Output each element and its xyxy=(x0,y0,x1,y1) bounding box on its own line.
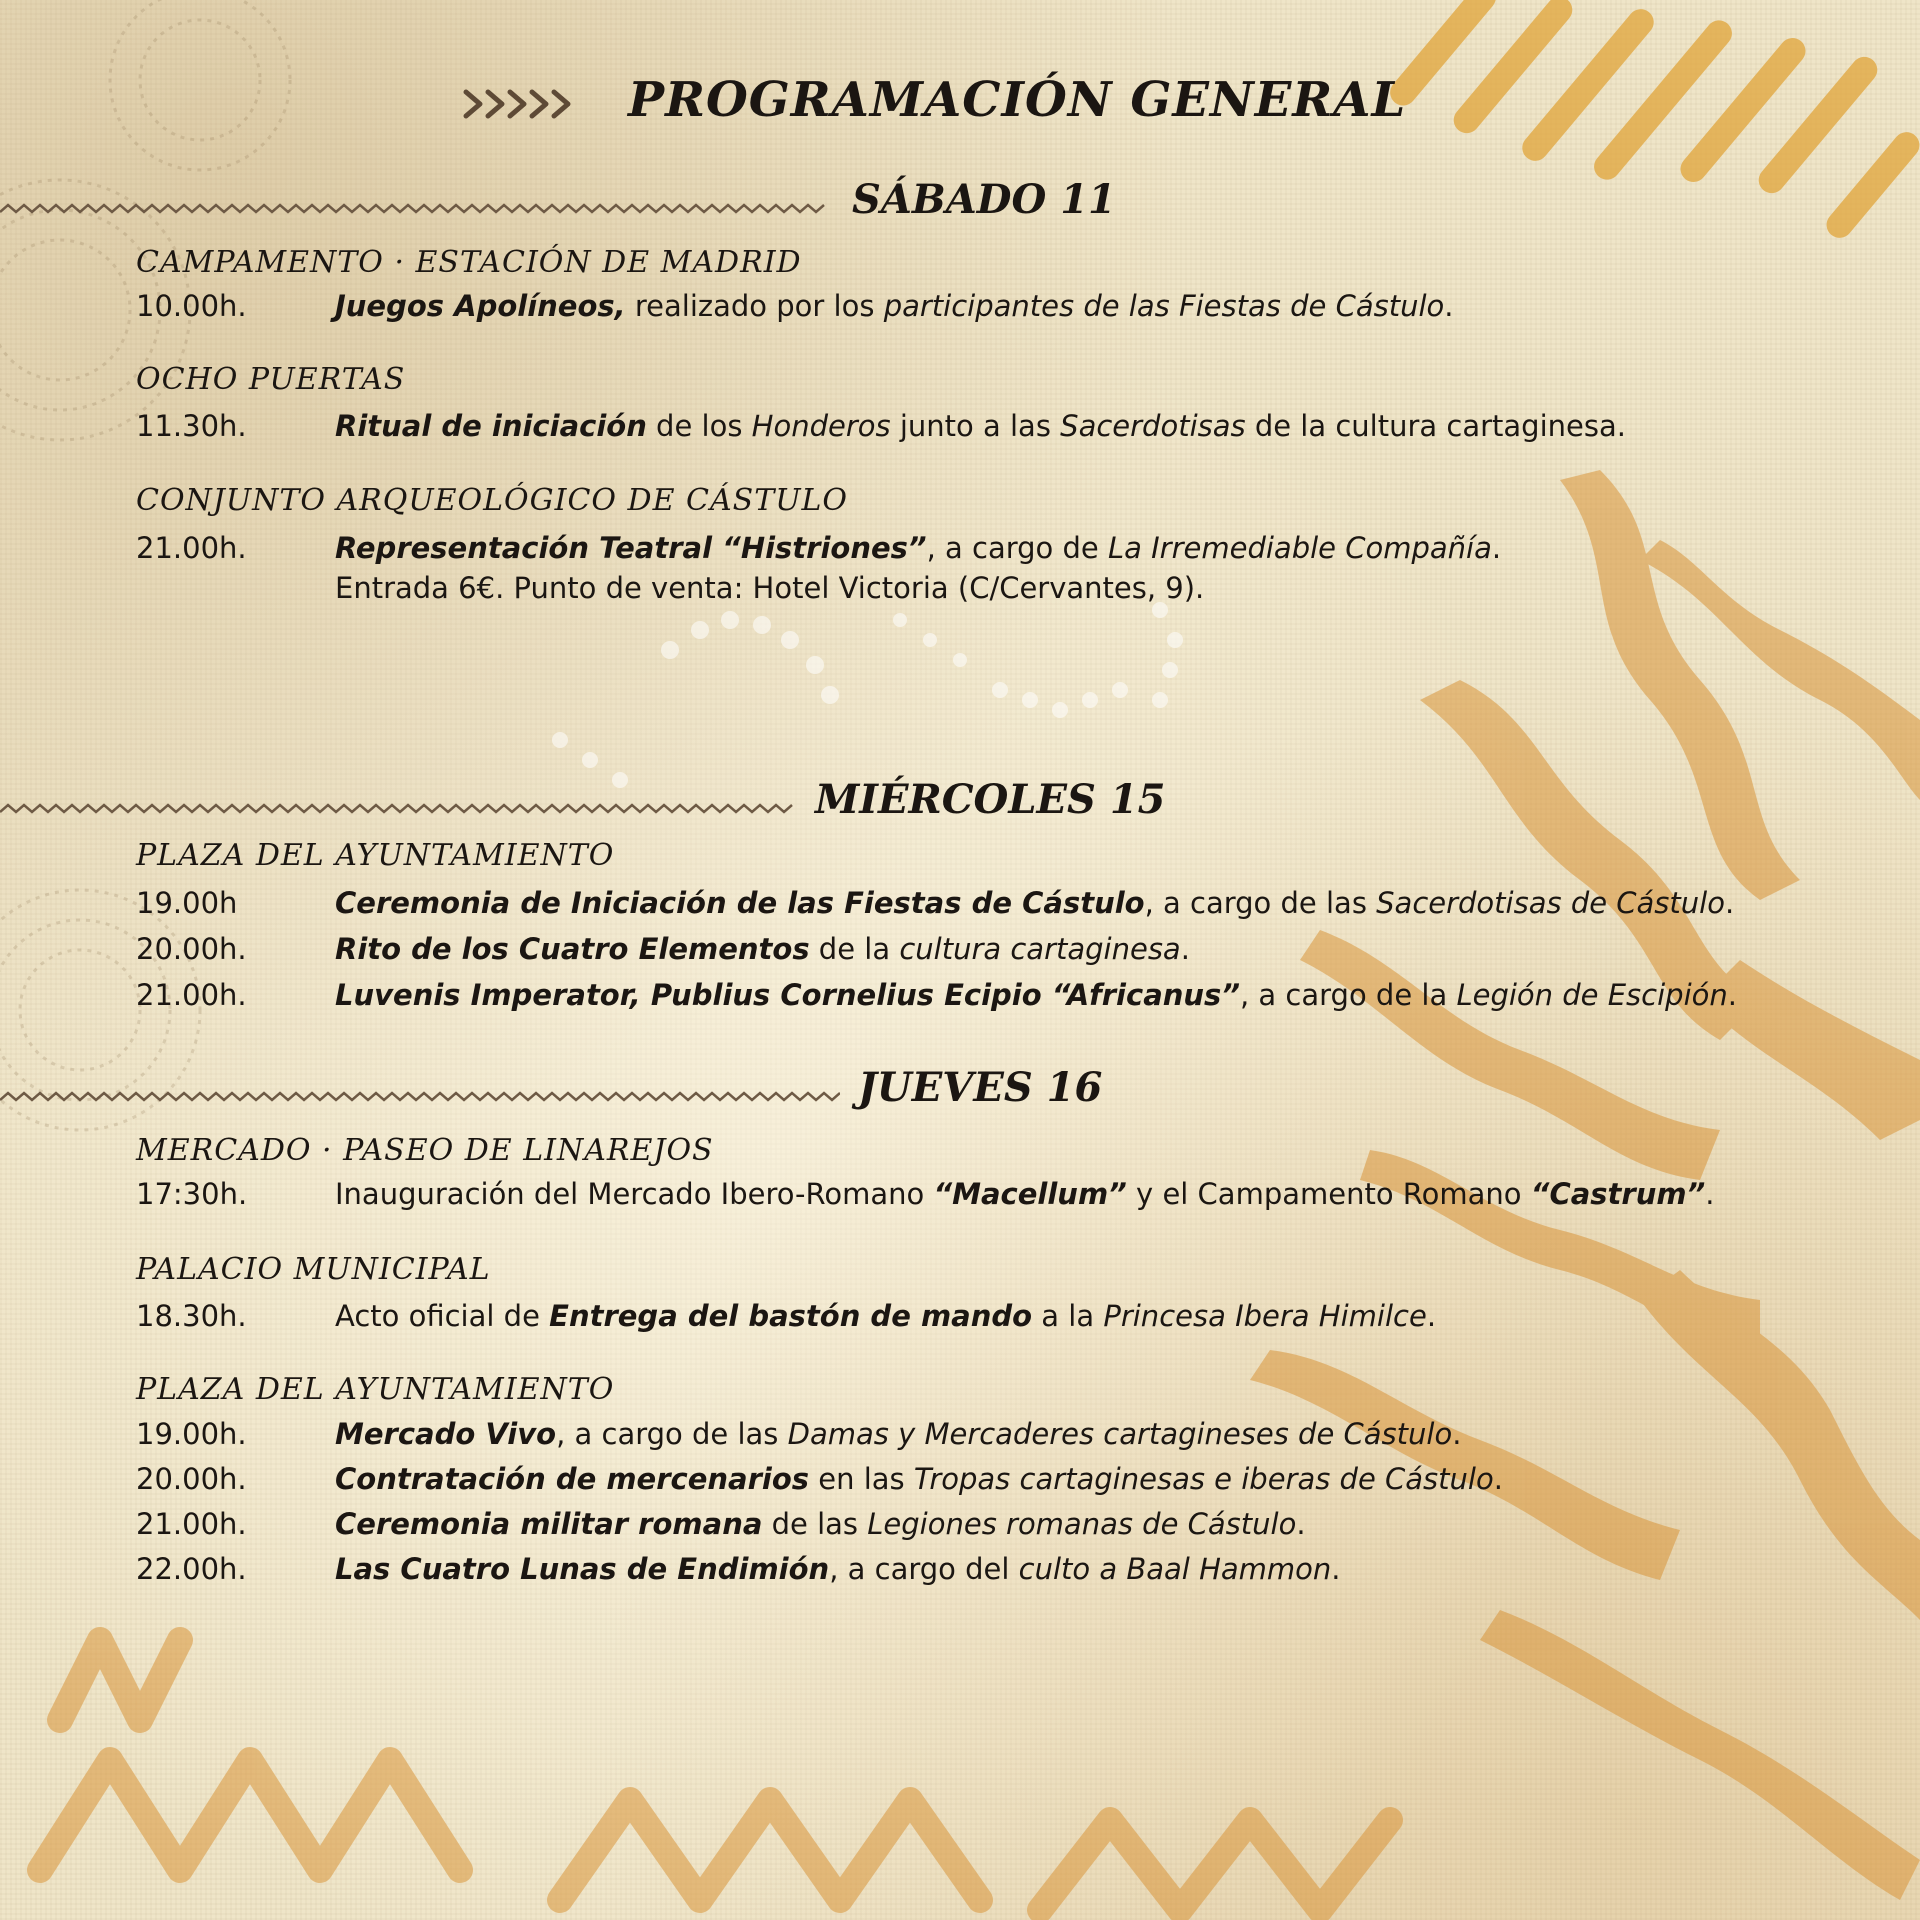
venue-name: CONJUNTO ARQUEOLÓGICO DE CÁSTULO xyxy=(136,483,849,518)
event-time: 11.30h. xyxy=(136,409,247,443)
event-description xyxy=(335,929,1190,969)
event-highlight: Las Cuatro Lunas de Endimión xyxy=(335,1552,830,1586)
title-arrows-icon xyxy=(462,84,592,124)
event-italic-text: Tropas cartaginesas e iberas de Cástulo xyxy=(913,1462,1494,1496)
event-text: de los xyxy=(646,409,752,443)
venue-name: PLAZA DEL AYUNTAMIENTO xyxy=(136,838,615,873)
event-highlight: “Castrum” xyxy=(1530,1177,1706,1211)
event-italic-text: Sacerdotisas de Cástulo xyxy=(1376,886,1725,920)
event-text: , a cargo de la xyxy=(1240,978,1457,1012)
event-row xyxy=(136,1296,1816,1336)
event-row xyxy=(136,568,1816,608)
event-text: . xyxy=(1331,1552,1341,1586)
event-time: 21.00h. xyxy=(136,1507,247,1541)
event-text: y el Campamento Romano xyxy=(1126,1177,1531,1211)
event-description xyxy=(335,1549,1341,1589)
day-header xyxy=(0,776,1920,836)
event-row xyxy=(136,1549,1816,1589)
venue-name: MERCADO · PASEO DE LINAREJOS xyxy=(136,1133,714,1168)
event-italic-text: Legiones romanas de Cástulo xyxy=(867,1507,1297,1541)
event-row xyxy=(136,1504,1816,1544)
event-text: , a cargo de xyxy=(926,531,1108,565)
event-time: 20.00h. xyxy=(136,1462,247,1496)
venue-name: PLAZA DEL AYUNTAMIENTO xyxy=(136,1372,615,1407)
event-text: Entrada 6€. Punto de venta: Hotel Victoria (C/Cervantes, 9). xyxy=(335,571,1205,605)
day-title: MIÉRCOLES 15 xyxy=(815,776,1166,823)
event-text: a la xyxy=(1032,1299,1104,1333)
day-header xyxy=(0,176,1920,236)
event-text: . xyxy=(1724,886,1735,920)
event-row xyxy=(136,975,1816,1015)
zigzag-divider xyxy=(0,802,795,816)
event-row xyxy=(136,1459,1816,1499)
venue-name: OCHO PUERTAS xyxy=(136,362,406,397)
event-row xyxy=(136,286,1816,326)
event-time: 22.00h. xyxy=(136,1552,247,1586)
event-highlight: Luvenis Imperator, Publius Cornelius Ecipio “Africanus” xyxy=(335,978,1240,1012)
event-text: , a cargo de las xyxy=(556,1417,788,1451)
event-text: . xyxy=(1493,1462,1503,1496)
event-italic-text: Legión de Escipión xyxy=(1456,978,1728,1012)
venue-name: CAMPAMENTO · ESTACIÓN DE MADRID xyxy=(136,245,802,280)
day-title: SÁBADO 11 xyxy=(852,176,1116,223)
event-text: de la cultura cartaginesa. xyxy=(1245,409,1626,443)
event-italic-text: Honderos xyxy=(751,409,891,443)
day-header xyxy=(0,1064,1920,1124)
event-highlight: Mercado Vivo xyxy=(335,1417,557,1451)
event-highlight: Entrega del bastón de mando xyxy=(549,1299,1033,1333)
day-title: JUEVES 16 xyxy=(858,1064,1103,1111)
event-row xyxy=(136,883,1816,923)
event-time: 18.30h. xyxy=(136,1299,247,1333)
event-description xyxy=(335,1459,1503,1499)
event-highlight: Ceremonia de Iniciación de las Fiestas de Cástulo xyxy=(335,886,1145,920)
event-description xyxy=(335,975,1737,1015)
event-highlight: Juegos Apolíneos, xyxy=(335,289,626,323)
zigzag-divider xyxy=(0,202,830,216)
event-time: 19.00h xyxy=(136,886,238,920)
event-text: , a cargo del xyxy=(829,1552,1019,1586)
event-text: de la xyxy=(809,932,900,966)
event-text: de las xyxy=(762,1507,868,1541)
event-italic-text: Princesa Ibera Himilce xyxy=(1103,1299,1427,1333)
event-time: 20.00h. xyxy=(136,932,247,966)
page-title: PROGRAMACIÓN GENERAL xyxy=(628,72,1407,128)
event-italic-text: participantes de las Fiestas de Cástulo xyxy=(883,289,1445,323)
event-italic-text: Damas y Mercaderes cartagineses de Cástulo xyxy=(787,1417,1453,1451)
event-highlight: Rito de los Cuatro Elementos xyxy=(335,932,810,966)
event-time: 17:30h. xyxy=(136,1177,248,1211)
event-text: . xyxy=(1705,1177,1715,1211)
event-row xyxy=(136,1414,1816,1454)
event-description xyxy=(335,406,1626,446)
zigzag-divider xyxy=(0,1090,840,1104)
event-italic-text: cultura cartaginesa xyxy=(899,932,1181,966)
event-italic-text: culto a Baal Hammon xyxy=(1018,1552,1332,1586)
event-row xyxy=(136,1174,1816,1214)
event-description xyxy=(335,1174,1714,1214)
event-highlight: “Macellum” xyxy=(933,1177,1127,1211)
event-highlight: Representación Teatral “Histriones” xyxy=(335,531,927,565)
event-description xyxy=(335,528,1501,568)
event-italic-text: Sacerdotisas xyxy=(1060,409,1246,443)
event-time: 10.00h. xyxy=(136,289,247,323)
event-row xyxy=(136,528,1816,568)
event-highlight: Contratación de mercenarios xyxy=(335,1462,810,1496)
event-text: . xyxy=(1296,1507,1306,1541)
event-description xyxy=(335,1414,1461,1454)
event-text: , a cargo de las xyxy=(1144,886,1377,920)
event-text: . xyxy=(1426,1299,1437,1333)
event-time: 21.00h. xyxy=(136,531,247,565)
event-text: realizado por los xyxy=(625,289,884,323)
event-time: 19.00h. xyxy=(136,1417,247,1451)
event-description xyxy=(335,1296,1436,1336)
event-text: Inauguración del Mercado Ibero-Romano xyxy=(335,1177,934,1211)
venue-name: PALACIO MUNICIPAL xyxy=(136,1252,491,1287)
event-text: . xyxy=(1444,289,1454,323)
event-text: Acto oficial de xyxy=(335,1299,550,1333)
event-text: . xyxy=(1180,932,1190,966)
event-text: . xyxy=(1491,531,1502,565)
event-row xyxy=(136,406,1816,446)
event-text: junto a las xyxy=(890,409,1061,443)
event-row xyxy=(136,929,1816,969)
event-highlight: Ritual de iniciación xyxy=(335,409,647,443)
event-highlight: Ceremonia militar romana xyxy=(335,1507,763,1541)
event-description xyxy=(335,883,1734,923)
event-description xyxy=(335,1504,1306,1544)
event-text: . xyxy=(1452,1417,1462,1451)
event-time: 21.00h. xyxy=(136,978,247,1012)
event-italic-text: La Irremediable Compañía xyxy=(1107,531,1492,565)
event-description xyxy=(335,568,1204,608)
event-text: . xyxy=(1727,978,1737,1012)
event-description xyxy=(335,286,1453,326)
event-text: en las xyxy=(809,1462,914,1496)
